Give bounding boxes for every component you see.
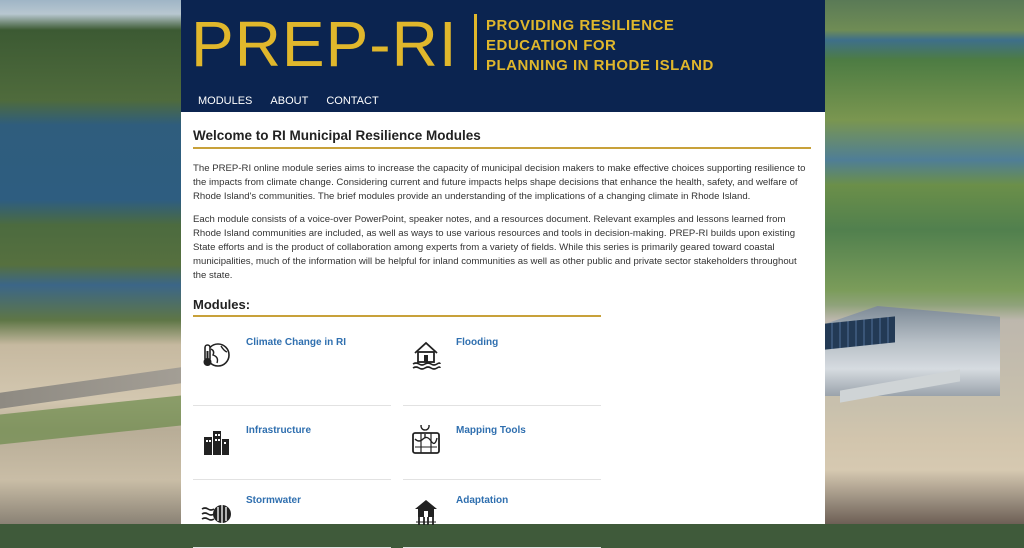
intro-text: [193, 162, 811, 283]
module-link-stormwater[interactable]: Stormwater: [246, 495, 302, 506]
module-card-climate-change[interactable]: [193, 333, 391, 406]
page-title: Welcome to RI Municipal Resilience Modules: [193, 128, 811, 149]
module-link-infrastructure[interactable]: Infrastructure: [246, 425, 312, 436]
module-card-adaptation[interactable]: [403, 491, 601, 548]
logo-divider: [474, 14, 477, 70]
module-card-infrastructure[interactable]: [193, 421, 391, 480]
intro-paragraph-2: Each module consists of a voice-over PowerPoint, speaker notes, and a resources document. Relevant examples and lessons learned from Rhode Island communities are included, as well as ways to use various resources and tools in decision-making. PREP-RI builds upon existing State efforts and is the product of collaboration among experts from a variety of fields. While this series is primarily geared toward coastal municipalities, much of the information will be helpful for inland communities as well as other public and private sector stakeholders throughout the state.: [193, 214, 797, 281]
module-card-mapping-tools[interactable]: [403, 421, 601, 480]
nav-modules[interactable]: MODULES: [198, 95, 253, 107]
main-nav: [181, 90, 825, 112]
modules-heading: Modules:: [193, 297, 601, 317]
nav-about[interactable]: ABOUT: [270, 95, 309, 107]
module-link-climate-change[interactable]: Climate Change in RI: [246, 337, 347, 348]
page-container: [181, 0, 825, 524]
logo-tagline: [486, 16, 714, 76]
main-content: [181, 112, 825, 506]
module-link-adaptation[interactable]: Adaptation: [456, 495, 509, 506]
background-photo-left: [0, 0, 181, 524]
tagline-line-3: PLANNING IN RHODE ISLAND: [486, 57, 714, 74]
module-card-flooding[interactable]: [403, 333, 601, 406]
thermometer-globe-icon: [199, 337, 233, 371]
module-card-stormwater[interactable]: [193, 491, 391, 548]
tagline-line-2: EDUCATION FOR: [486, 37, 617, 54]
tagline-line-1: PROVIDING RESILIENCE: [486, 17, 675, 34]
module-link-mapping-tools[interactable]: Mapping Tools: [456, 425, 526, 436]
background-photo-right: [825, 0, 1024, 524]
module-link-flooding[interactable]: Flooding: [456, 337, 499, 348]
intro-paragraph-1: The PREP-RI online module series aims to increase the capacity of municipal decision makers to make effective choices supporting resilience to the impacts from climate change. Considering current and future impacts helps shape decisions that enhance the health, safety, and welfare of Rhode Island's communities. The brief modules provide an understanding of the implications of a changing climate in Rhode Island.: [193, 163, 806, 202]
site-logo[interactable]: PREP-RI: [191, 8, 458, 80]
site-header: [181, 0, 825, 90]
buildings-icon: [199, 425, 233, 459]
map-icon: [409, 425, 443, 459]
flooded-house-icon: [409, 337, 443, 371]
nav-contact[interactable]: CONTACT: [326, 95, 379, 107]
